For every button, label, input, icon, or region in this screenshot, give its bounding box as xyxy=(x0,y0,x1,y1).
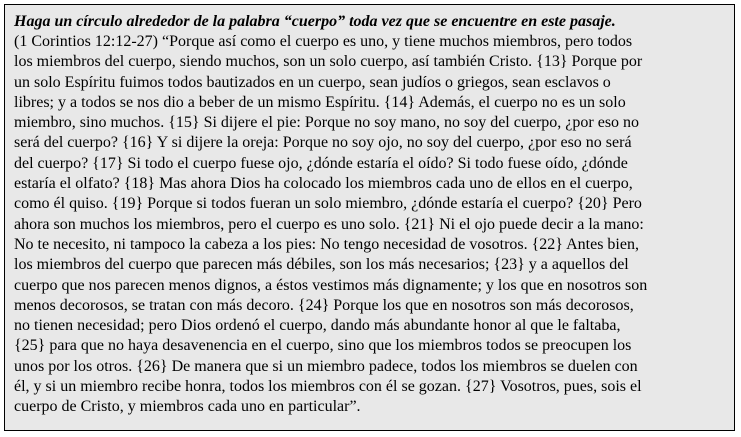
passage-line: (1 Corintios 12:12-27) “Porque así como el cuerpo es uno, y tiene muchos miembros, pero todos xyxy=(14,33,633,50)
passage-line: unos por los otros. {26} De manera que si un miembro padece, todos los miembros se duelen con xyxy=(14,357,638,375)
passage-box xyxy=(4,4,735,431)
passage-line: No te necesito, ni tampoco la cabeza a los pies: No tengo necesidad de vosotros. {22} Antes bien, xyxy=(14,235,639,253)
scripture-passage xyxy=(14,32,726,418)
passage-line: ahora son muchos los miembros, pero el cuerpo es uno solo. {21} Ni el ojo puede decir a la mano: xyxy=(14,215,644,233)
passage-line: libres; y a todos se nos dio a beber de un mismo Espíritu. {14} Además, el cuerpo no es un solo xyxy=(14,93,626,111)
passage-line: los miembros del cuerpo, siendo muchos, son un solo cuerpo, así también Cristo. {13} Porque por xyxy=(14,53,643,71)
passage-line: los miembros del cuerpo que parecen más débiles, son los más necesarios; {23} y a aquellos del xyxy=(14,256,629,274)
passage-line: como él quiso. {19} Porque si todos fueran un solo miembro, ¿dónde estaría el cuerpo? {20} Pero xyxy=(14,195,642,213)
passage-line: {25} para que no haya desavenencia en el cuerpo, sino que los miembros todos se preocupen los xyxy=(14,337,632,355)
instruction-text: Haga un círculo alrededor de la palabra “cuerpo” toda vez que se encuentre en este pasaje. xyxy=(14,13,616,30)
passage-line: del cuerpo? {17} Si todo el cuerpo fuese ojo, ¿dónde estaría el oído? Si todo fuese oído, ¿dónde xyxy=(14,154,628,172)
passage-line: menos decorosos, se tratan con más decoro. {24} Porque los que en nosotros son más decorosos, xyxy=(14,296,634,314)
passage-line: él, y si un miembro recibe honra, todos los miembros con él se gozan. {27} Vosotros, pues, sois el xyxy=(14,378,642,396)
passage-line: un solo Espíritu fuimos todos bautizados en un cuerpo, sean judíos o griegos, sean esclavos o xyxy=(14,73,611,91)
passage-line: será del cuerpo? {16} Y si dijere la oreja: Porque no soy ojo, no soy del cuerpo, ¿por eso no será xyxy=(14,134,632,152)
passage-line: miembro, sino muchos. {15} Si dijere el pie: Porque no soy mano, no soy del cuerpo, ¿por eso no xyxy=(14,114,640,132)
passage-line: cuerpo que nos parecen menos dignos, a éstos vestimos más dignamente; y los que en nosotros son xyxy=(14,276,648,294)
passage-line: no tienen necesidad; pero Dios ordenó el cuerpo, dando más abundante honor al que le faltaba, xyxy=(14,317,621,335)
passage-line: cuerpo de Cristo, y miembros cada uno en particular”. xyxy=(14,398,361,416)
passage-line: estaría el olfato? {18} Mas ahora Dios ha colocado los miembros cada uno de ellos en el cuerpo, xyxy=(14,175,633,193)
